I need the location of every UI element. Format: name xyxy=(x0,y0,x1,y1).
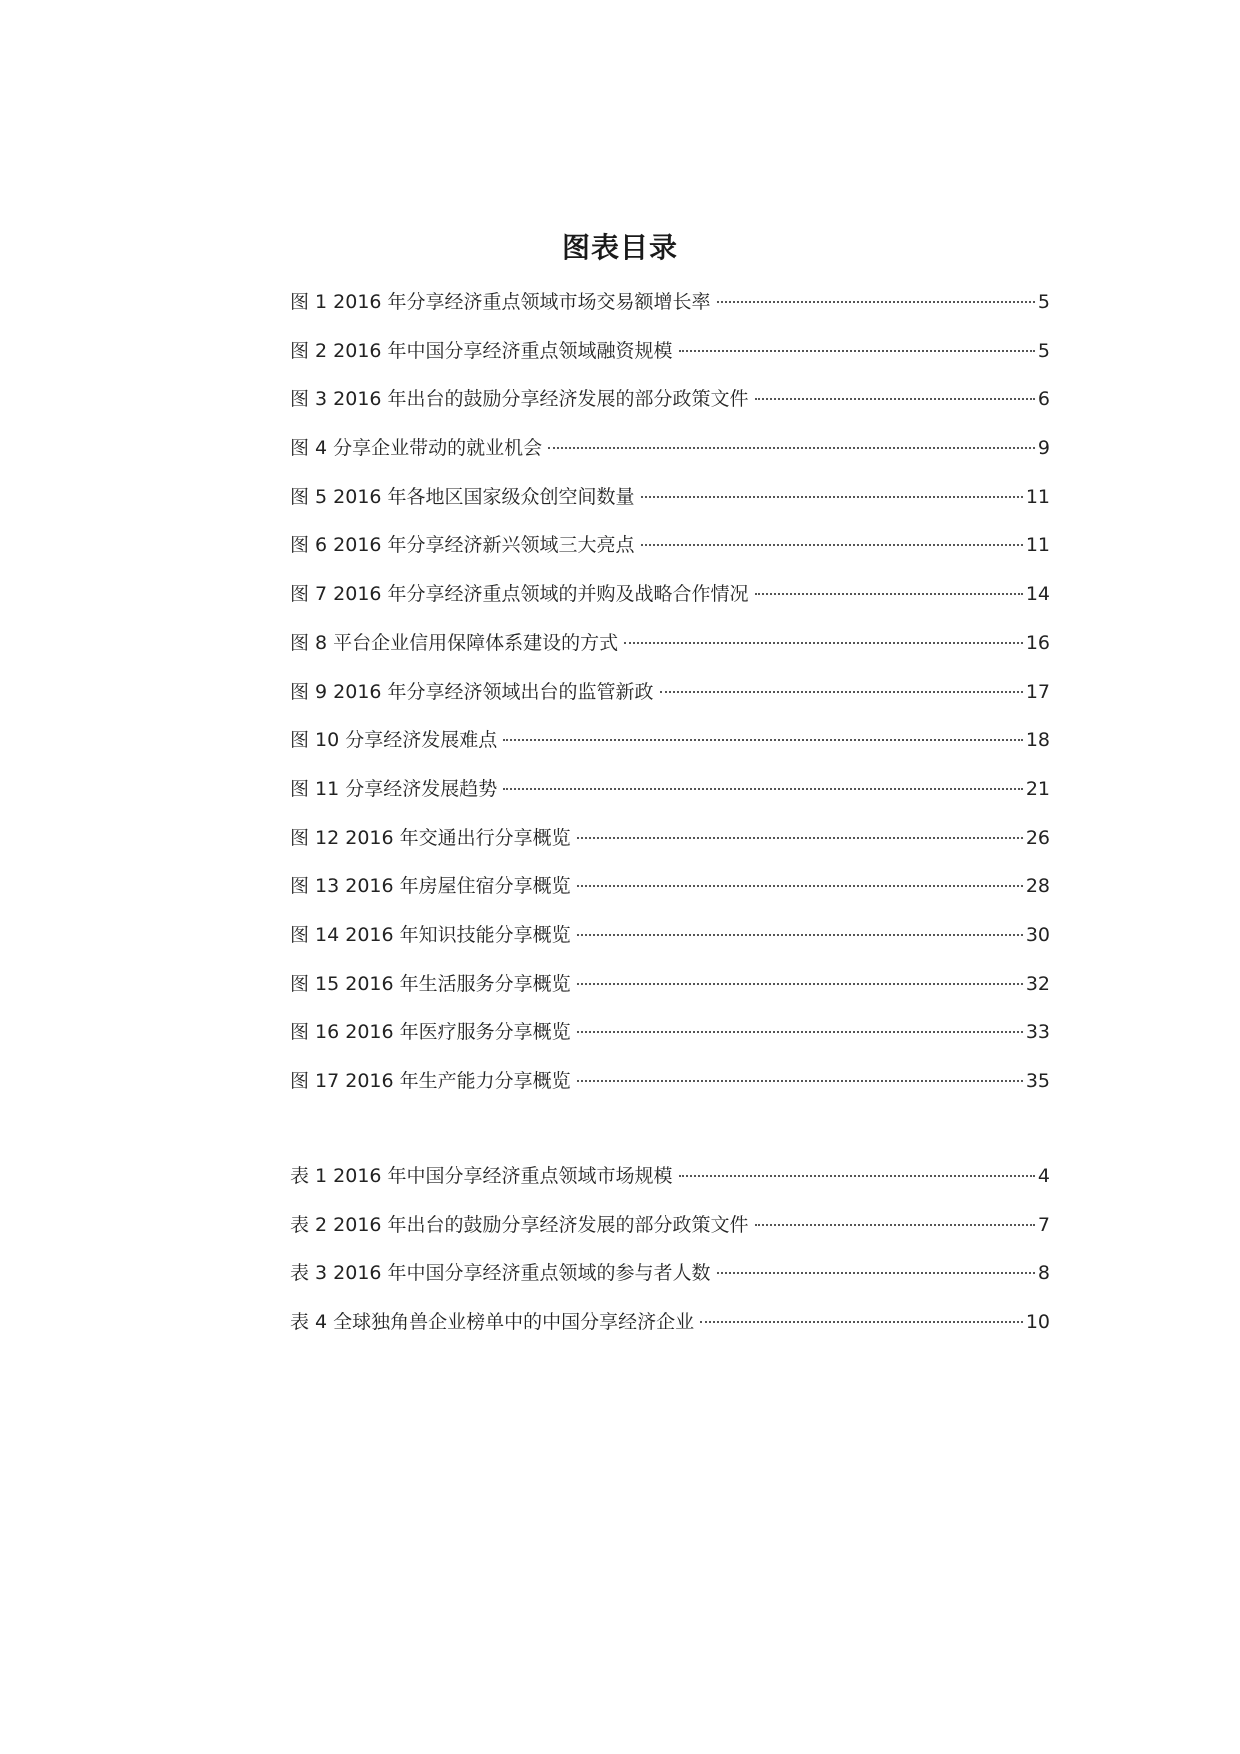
toc-entry-figure[interactable] xyxy=(290,680,1050,729)
toc-entry-label: 图 3 2016 年出台的鼓励分享经济发展的部分政策文件 xyxy=(290,388,749,411)
toc-page-number: 26 xyxy=(1025,826,1050,849)
toc-page-number: 21 xyxy=(1025,777,1050,800)
toc-entry-figure[interactable] xyxy=(290,631,1050,680)
toc-entry-table[interactable] xyxy=(290,1261,1050,1310)
toc-entry-figure[interactable] xyxy=(290,874,1050,923)
toc-page-number: 11 xyxy=(1025,534,1050,557)
dot-leader xyxy=(717,1272,1035,1274)
toc-entry-table[interactable] xyxy=(290,1213,1050,1262)
dot-leader xyxy=(641,496,1023,498)
dot-leader xyxy=(679,1175,1035,1177)
dot-leader xyxy=(503,739,1023,741)
toc-page-number: 17 xyxy=(1025,680,1050,703)
toc-entry-label: 图 5 2016 年各地区国家级众创空间数量 xyxy=(290,485,635,508)
toc-page-number: 18 xyxy=(1025,729,1050,752)
toc-entry-label: 表 2 2016 年出台的鼓励分享经济发展的部分政策文件 xyxy=(290,1213,749,1236)
toc-entry-label: 图 8 平台企业信用保障体系建设的方式 xyxy=(290,631,619,654)
toc-entry-figure[interactable] xyxy=(290,485,1050,534)
toc-entry-figure[interactable] xyxy=(290,339,1050,388)
toc-entry-label: 图 6 2016 年分享经济新兴领域三大亮点 xyxy=(290,534,635,557)
toc-entry-label: 表 1 2016 年中国分享经济重点领域市场规模 xyxy=(290,1165,673,1187)
dot-leader xyxy=(577,934,1023,936)
toc-entry-figure[interactable] xyxy=(290,582,1050,631)
toc-page-number: 10 xyxy=(1025,1311,1050,1334)
toc-entry-label: 图 13 2016 年房屋住宿分享概览 xyxy=(290,875,571,898)
toc-page-number: 8 xyxy=(1037,1262,1050,1285)
toc-page-number: 5 xyxy=(1037,339,1050,362)
toc-page-number: 33 xyxy=(1025,1021,1050,1044)
toc-entry-table[interactable] xyxy=(290,1164,1050,1213)
toc-page-number: 30 xyxy=(1025,923,1050,946)
toc-page-number: 5 xyxy=(1037,291,1050,313)
dot-leader xyxy=(548,447,1035,449)
dot-leader xyxy=(503,788,1023,790)
toc-entry-label: 图 1 2016 年分享经济重点领域市场交易额增长率 xyxy=(290,291,711,313)
toc-entry-label: 图 14 2016 年知识技能分享概览 xyxy=(290,923,571,946)
toc-entry-figure[interactable] xyxy=(290,533,1050,582)
table-list xyxy=(290,1164,1050,1359)
toc-entry-figure[interactable] xyxy=(290,972,1050,1021)
toc-entry-figure[interactable] xyxy=(290,436,1050,485)
figure-list xyxy=(290,290,1050,1118)
dot-leader xyxy=(755,1224,1035,1226)
toc-entry-figure[interactable] xyxy=(290,826,1050,875)
toc-entry-label: 图 15 2016 年生活服务分享概览 xyxy=(290,972,571,995)
toc-entry-label: 图 11 分享经济发展趋势 xyxy=(290,777,498,800)
toc-entry-label: 图 9 2016 年分享经济领域出台的监管新政 xyxy=(290,680,654,703)
toc-entry-label: 图 17 2016 年生产能力分享概览 xyxy=(290,1070,571,1092)
toc-entry-label: 图 7 2016 年分享经济重点领域的并购及战略合作情况 xyxy=(290,583,749,606)
dot-leader xyxy=(577,1080,1023,1082)
toc-entry-figure[interactable] xyxy=(290,1069,1050,1118)
dot-leader xyxy=(577,837,1023,839)
toc-page-number: 32 xyxy=(1025,972,1050,995)
dot-leader xyxy=(624,642,1023,644)
toc-page-number: 35 xyxy=(1025,1070,1050,1092)
toc-entry-label: 图 10 分享经济发展难点 xyxy=(290,729,498,752)
toc-entry-label: 表 3 2016 年中国分享经济重点领域的参与者人数 xyxy=(290,1262,711,1285)
toc-page-number: 28 xyxy=(1025,875,1050,898)
toc-page-number: 6 xyxy=(1037,388,1050,411)
toc-entry-figure[interactable] xyxy=(290,777,1050,826)
toc-page-number: 4 xyxy=(1037,1165,1050,1187)
toc-page-number: 9 xyxy=(1037,437,1050,460)
toc-page-number: 14 xyxy=(1025,583,1050,606)
dot-leader xyxy=(700,1321,1023,1323)
dot-leader xyxy=(755,593,1023,595)
dot-leader xyxy=(679,350,1035,352)
toc-entry-label: 图 16 2016 年医疗服务分享概览 xyxy=(290,1021,571,1044)
toc-entry-label: 图 4 分享企业带动的就业机会 xyxy=(290,437,543,460)
toc-entry-figure[interactable] xyxy=(290,290,1050,339)
toc-entry-figure[interactable] xyxy=(290,1020,1050,1069)
dot-leader xyxy=(660,691,1023,693)
dot-leader xyxy=(717,301,1035,303)
toc-entry-table[interactable] xyxy=(290,1310,1050,1359)
toc-entry-figure[interactable] xyxy=(290,387,1050,436)
toc-page-number: 11 xyxy=(1025,485,1050,508)
dot-leader xyxy=(577,983,1023,985)
dot-leader xyxy=(577,1031,1023,1033)
dot-leader xyxy=(577,885,1023,887)
toc-entry-label: 图 2 2016 年中国分享经济重点领域融资规模 xyxy=(290,339,673,362)
toc-entry-figure[interactable] xyxy=(290,728,1050,777)
dot-leader xyxy=(755,398,1035,400)
toc-entry-figure[interactable] xyxy=(290,923,1050,972)
page-title: 图表目录 xyxy=(561,231,678,264)
toc-page-number: 16 xyxy=(1025,631,1050,654)
toc-page-number: 7 xyxy=(1037,1213,1050,1236)
toc-entry-label: 图 12 2016 年交通出行分享概览 xyxy=(290,826,571,849)
dot-leader xyxy=(641,544,1023,546)
toc-entry-label: 表 4 全球独角兽企业榜单中的中国分享经济企业 xyxy=(290,1311,695,1334)
